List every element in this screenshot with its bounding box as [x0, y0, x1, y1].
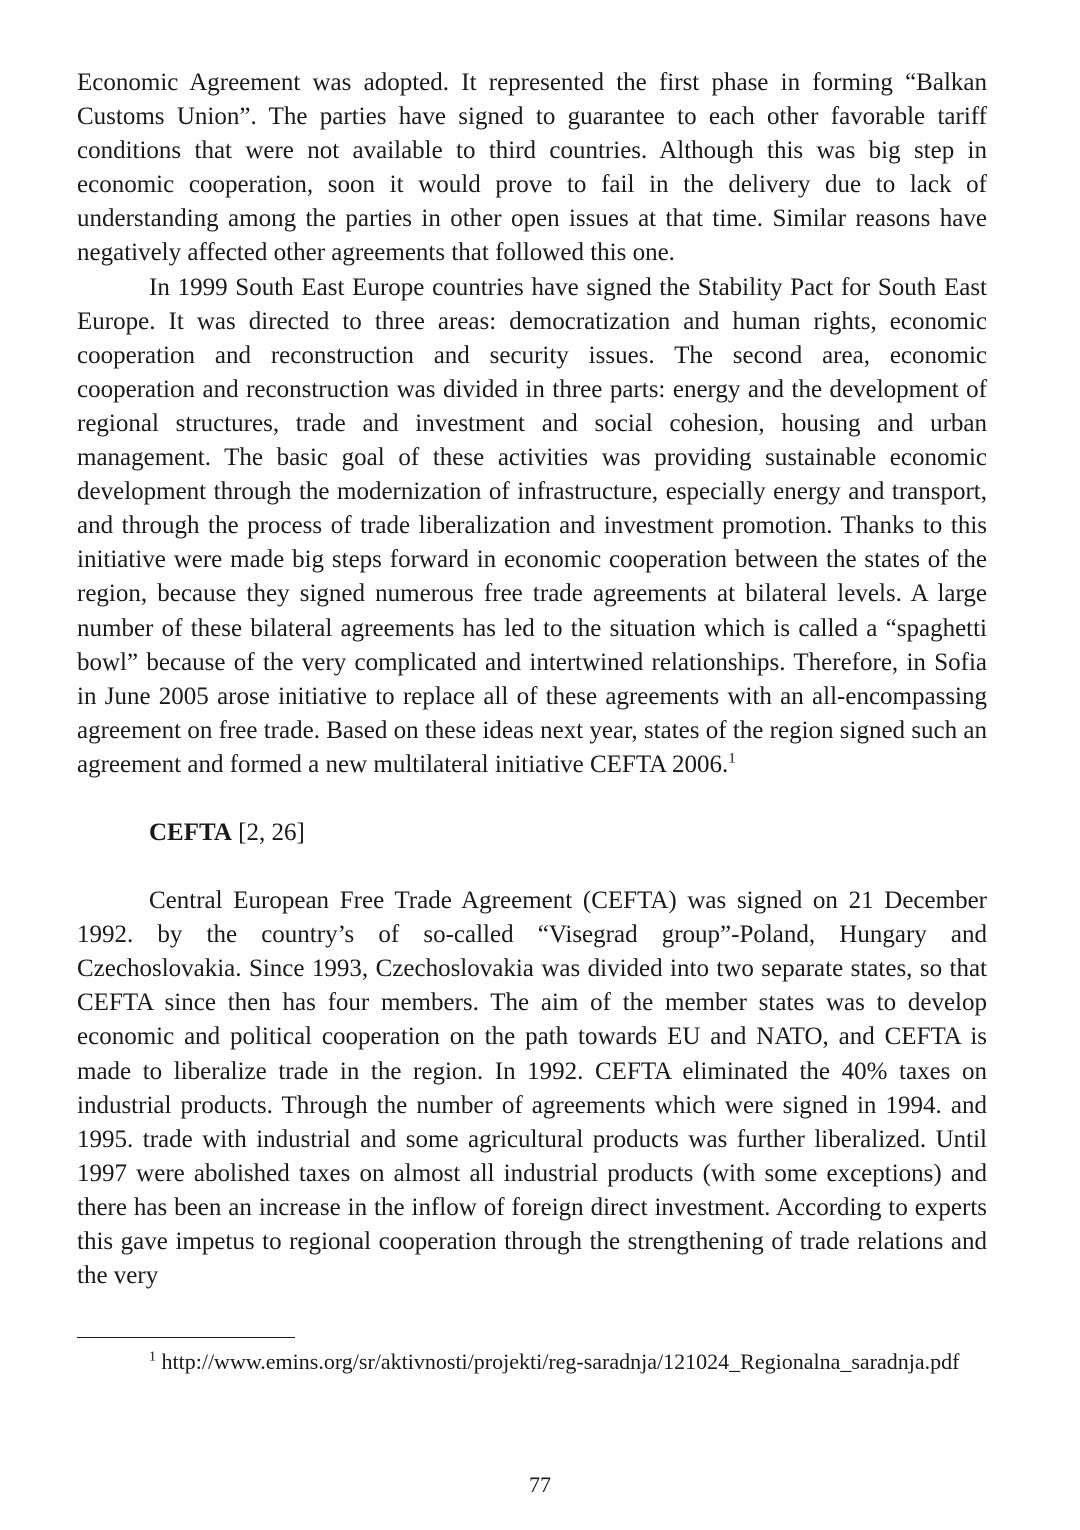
paragraph-balkan-agreement	[77, 66, 987, 271]
paragraph-stability-pact	[77, 271, 987, 782]
paragraph-text: Economic Agreement was adopted. It represented the first phase in forming “Balkan Customs Union”. The parties have signed to guarantee to each other favorable tariff conditions that were not available to third countries. Although this was big step in economic cooperation, soon it would prove to fail in the delivery due to lack of understanding among the parties in other open issues at that time. Similar reasons have negatively affected other agreements that followed this one.	[77, 69, 987, 267]
page-number: 77	[529, 1472, 551, 1497]
paragraph-text: In 1999 South East Europe countries have signed the Stability Pact for South East Europe. It was directed to three areas: democratization and human rights, economic cooperation and reconstruction and security issues. The second area, economic cooperation and reconstruction was divided in three parts: energy and the development of regional structures, trade and investment and social cohesion, housing and urban management. The basic goal of these activities was providing sustainable economic development through the modernization of infrastructure, especially energy and transport, and through the process of trade liberalization and investment promotion. Thanks to this initiative were made big steps forward in economic cooperation between the states of the region, because they signed numerous free trade agreements at bilateral levels. A large number of these bilateral agreements has led to the situation which is called a “spaghetti bowl” because of the very complicated and intertwined relationships. Therefore, in Sofia in June 2005 arose initiative to replace all of these agreements with an all-encompassing agreement on free trade. Based on these ideas next year, states of the region signed such an agreement and formed a new multilateral initiative CEFTA 2006.	[77, 273, 987, 778]
page-body	[77, 66, 987, 1293]
paragraph-cefta	[77, 884, 987, 1293]
section-heading	[77, 816, 987, 850]
footnote-link[interactable]: http://www.emins.org/sr/aktivnosti/projekti/reg-saradnja/121024_Regionalna_saradnja.pdf	[161, 1349, 960, 1374]
section-title: CEFTA	[149, 818, 232, 846]
footnote-divider	[77, 1337, 295, 1338]
footnote-marker: 1	[149, 1349, 156, 1365]
footnote-reference[interactable]: 1	[728, 750, 736, 767]
footnote	[77, 1347, 987, 1377]
section-references: [2, 26]	[238, 818, 305, 846]
paragraph-text: Central European Free Trade Agreement (CEFTA) was signed on 21 December 1992. by the country’s of so-called “Visegrad group”-Poland, Hungary and Czechoslovakia. Since 1993, Czechoslovakia was divided into two separate states, so that CEFTA since then has four members. The aim of the member states was to develop economic and political cooperation on the path towards EU and NATO, and CEFTA is made to liberalize trade in the region. In 1992. CEFTA eliminated the 40% taxes on industrial products. Through the number of agreements which were signed in 1994. and 1995. trade with industrial and some agricultural products was further liberalized. Until 1997 were abolished taxes on almost all industrial products (with some exceptions) and there has been an increase in the inflow of foreign direct investment. According to experts this gave impetus to regional cooperation through the strengthening of trade relations and the very	[77, 887, 987, 1290]
